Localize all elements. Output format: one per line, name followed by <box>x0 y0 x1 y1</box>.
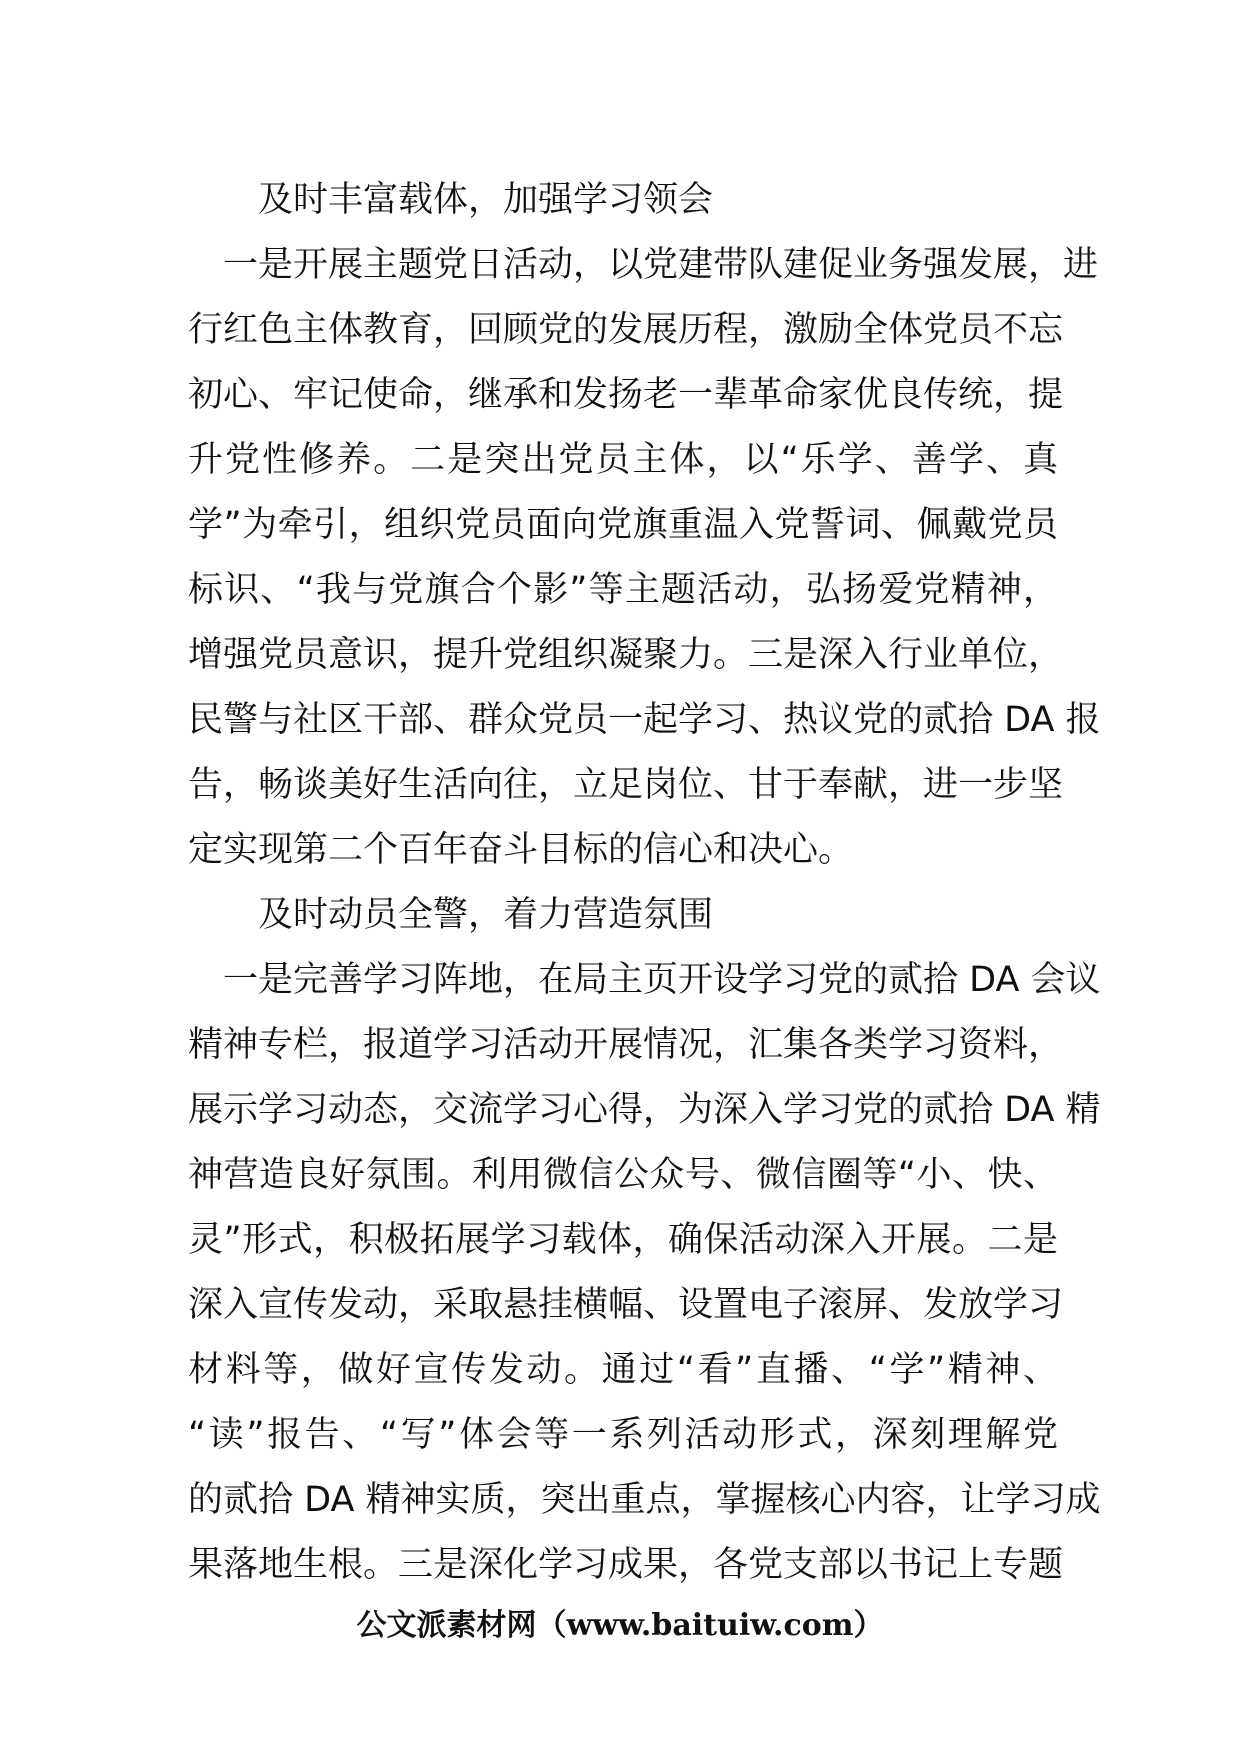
paragraph-line: 果落地生根。三是深化学习成果，各党支部以书记上专题 <box>188 1545 1064 1585</box>
paragraph-line: 一是完善学习阵地，在局主页开设学习党的贰拾 DA 会议 <box>223 960 1101 1000</box>
paragraph-line: 标识、“我与党旗合个影”等主题活动，弘扬爱党精神， <box>188 570 1058 610</box>
footer-watermark: 公文派素材网（www.baituiw.com） <box>356 1608 884 1643</box>
paragraph-line: 一是开展主题党日活动，以党建带队建促业务强发展，进 <box>223 245 1099 285</box>
paragraph-line: 灵”形式，积极拓展学习载体，确保活动深入开展。二是 <box>188 1220 1058 1260</box>
paragraph-line: 神营造良好氛围。利用微信公众号、微信圈等“小、快、 <box>188 1155 1058 1195</box>
paragraph-line: 深入宣传发动，采取悬挂横幅、设置电子滚屏、发放学习 <box>188 1285 1064 1325</box>
paragraph-line: 材料等，做好宣传发动。通过“看”直播、“学”精神、 <box>188 1350 1058 1390</box>
paragraph-line: 初心、牢记使命，继承和发扬老一辈革命家优良传统，提 <box>188 375 1064 415</box>
paragraph-line: 增强党员意识，提升党组织凝聚力。三是深入行业单位， <box>188 635 1064 675</box>
paragraph-line: 展示学习动态，交流学习心得，为深入学习党的贰拾 DA 精 <box>188 1090 1101 1130</box>
paragraph-line: 民警与社区干部、群众党员一起学习、热议党的贰拾 DA 报 <box>188 700 1101 740</box>
paragraph-line: 行红色主体教育，回顾党的发展历程，激励全体党员不忘 <box>188 310 1064 350</box>
paragraph-line: 定实现第二个百年奋斗目标的信心和决心。 <box>188 830 854 870</box>
paragraph-line: 学”为牵引，组织党员面向党旗重温入党誓词、佩戴党员 <box>188 505 1058 545</box>
paragraph-line: 告，畅谈美好生活向往，立足岗位、甘于奉献，进一步坚 <box>188 765 1064 805</box>
section-heading: 及时动员全警，着力营造氛围 <box>258 895 714 935</box>
section-heading: 及时丰富载体，加强学习领会 <box>258 180 714 220</box>
paragraph-line: 升党性修养。二是突出党员主体，以“乐学、善学、真 <box>188 440 1058 480</box>
paragraph-line: 精神专栏，报道学习活动开展情况，汇集各类学习资料， <box>188 1025 1064 1065</box>
document-body <box>188 168 1101 1598</box>
paragraph-line: “读”报告、“写”体会等一系列活动形式，深刻理解党 <box>188 1415 1058 1455</box>
paragraph-line: 的贰拾 DA 精神实质，突出重点，掌握核心内容，让学习成 <box>188 1480 1101 1520</box>
